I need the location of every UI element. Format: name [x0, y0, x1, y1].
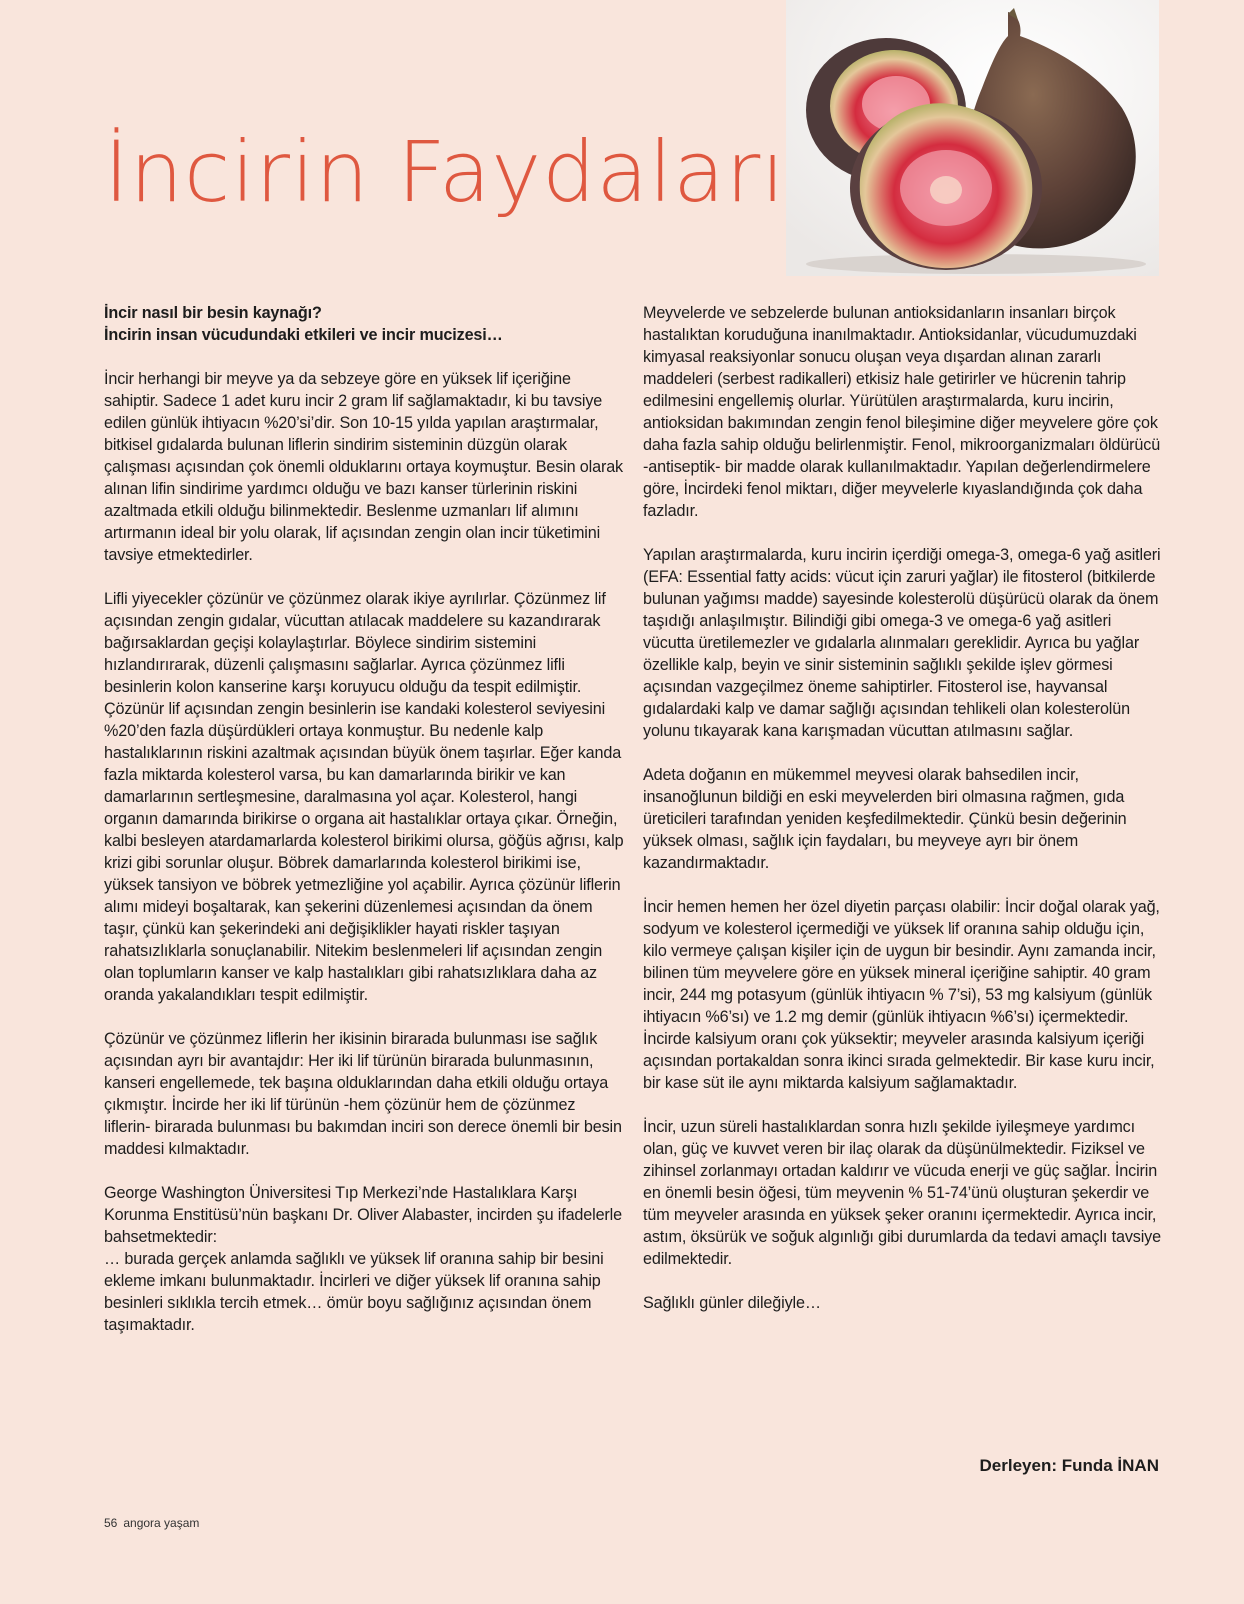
page-footer [104, 1516, 205, 1530]
quote-paragraph: … burada gerçek anlamda sağlıklı ve yüksek lif oranına sahip bir besini ekleme imkanı bulunmaktadır. İncirleri ve diğer yüksek lif oranına sahip besinleri sıklıkla tercih etmek… ömür boyu sağlığınız açısından önem taşımaktadır. [104, 1250, 604, 1334]
paragraph: Adeta doğanın en mükemmel meyvesi olarak bahsedilen incir, insanoğlunun bildiği en eski meyvelerden biri olmasına rağmen, gıda üreticileri tarafından yeniden keşfedilmektedir. Çünkü besin değerinin yüksek olması, sağlık için faydaları, bu meyveye ayrı bir önem kazandırmaktadır. [643, 766, 1127, 872]
paragraph: Yapılan araştırmalarda, kuru incirin içerdiği omega-3, omega-6 yağ asitleri (EFA: Essential fatty acids: vücut için zaruri yağlar) ile fitosterol (bitkilerde bulunan yağımsı madde) sayesinde kolesterolü düşürücü olarak da önem taşıdığı anlaşılmıştır. Bilindiği gibi omega-3 ve omega-6 yağ asitleri vücutta üretilemezler ve gıdalarla alınmaları gereklidir. Ayrıca bu yağlar özellikle kalp, beyin ve sinir sisteminin sağlıklı şekilde işlev görmesi açısından vazgeçilmez öneme sahiptirler. Fitosterol ise, hayvansal gıdalardaki kalp ve damar sağlığı açısından tehlikeli olan kolesterolün yolunu tıkayarak kana karışmadan vücuttan atılmasını sağlar. [643, 546, 1161, 740]
author-credit: Derleyen: Funda İNAN [979, 1456, 1159, 1475]
page-title: İncirin Faydaları [104, 123, 786, 221]
closing-line: Sağlıklı günler dileğiyle… [643, 1294, 821, 1312]
fig-illustration [786, 0, 1159, 276]
fig-photo [786, 0, 1159, 276]
paragraph: Çözünür ve çözünmez liflerin her ikisinin birarada bulunması ise sağlık açısından ayrı bir avantajdır: Her iki lif türünün birarada bulunmasının, kanseri engellemede, tek başına olduklarından daha etkili olduğu ortaya çıkmıştır. İncirde her iki lif türünün -hem çözünür hem de çözünmez liflerin- birarada bulunması bu bakımdan inciri son derece önemli bir besin maddesi kılmaktadır. [104, 1030, 622, 1158]
paragraph: İncir hemen hemen her özel diyetin parçası olabilir: İncir doğal olarak yağ, sodyum ve kolesterol içermediği ve yüksek lif oranına sahip olduğu için, kilo vermeye çalışan kişiler için de uygun bir besindir. Aynı zamanda incir, bilinen tüm meyvelere göre en yüksek mineral içeriğine sahiptir. 40 gram incir, 244 mg potasyum (günlük ihtiyacın % 7’si), 53 mg kalsiyum (günlük ihtiyacın %6’sı) ve 1.2 mg demir (günlük ihtiyacın %6’sı) içermektedir. İncirde kalsiyum oranı çok yüksektir; meyveler arasında kalsiyum içeriği açısından portakaldan sonra ikinci sırada gelmektedir. Bir kase kuru incir, bir kase süt ile aynı miktarda kalsiyum sağlamaktadır. [643, 898, 1160, 1092]
paragraph: Meyvelerde ve sebzelerde bulunan antioksidanların insanları birçok hastalıktan koruduğuna inanılmaktadır. Antioksidanlar, vücudumuzdaki kimyasal reaksiyonlar sonucu oluşan veya dışardan alınan zararlı maddeleri (serbest radikalleri) etkisiz hale getirirler ve hücrenin tahrip edilmesini engellemiş olurlar. Yürütülen araştırmalarda, kuru incirin, antioksidan bakımından zengin fenol bileşimine diğer meyvelere göre çok daha fazla sahip olduğu belirlenmiştir. Fenol, mikroorganizmaları öldürücü -antiseptik- bir madde olarak kullanılmaktadır. Yapılan değerlendirmelere göre, İncirdeki fenol miktarı, diğer meyvelerle kıyaslandığında çok daha fazladır. [643, 304, 1161, 520]
page-number: 56 [104, 1516, 118, 1530]
right-column [643, 302, 1163, 1336]
magazine-name: angora yaşam [123, 1516, 200, 1530]
subheading [104, 302, 624, 346]
subheading-line-2: İncirin insan vücudundaki etkileri ve incir mucizesi… [104, 326, 503, 344]
paragraph: İncir herhangi bir meyve ya da sebzeye göre en yüksek lif içeriğine sahiptir. Sadece 1 adet kuru incir 2 gram lif sağlamaktadır, ki bu tavsiye edilen günlük ihtiyacın %20’si’dir. Son 10-15 yılda yapılan araştırmalar, bitkisel gıdalarda bulunan liflerin sindirim sisteminin düzgün olarak çalışması açısından çok önemli olduklarını ortaya koymuştur. Besin olarak alınan lifin sindirime yardımcı olduğu ve bazı kanser türlerinin riskini azaltmada etkili olduğu bilinmektedir. Beslenme uzmanları lif alımını artırmanın ideal bir yolu olarak, lif açısından zengin olan incir tüketimini tavsiye etmektedirler. [104, 370, 623, 564]
paragraph: George Washington Üniversitesi Tıp Merkezi’nde Hastalıklara Karşı Korunma Enstitüsü’nün başkanı Dr. Oliver Alabaster, incirden şu ifadelerle bahsetmektedir: [104, 1184, 622, 1246]
paragraph: Lifli yiyecekler çözünür ve çözünmez olarak ikiye ayrılırlar. Çözünmez lif açısından zengin gıdalar, vücuttan atılacak maddelere su kazandırarak bağırsaklardan geçişi kolaylaştırlar. Böylece sindirim sistemini hızlandırırarak, düzenli çalışmasını sağlarlar. Ayrıca çözünmez lifli besinlerin kolon kanserine karşı koruyucu olduğu da tespit edilmiştir. Çözünür lif açısından zengin besinlerin ise kandaki kolesterol seviyesini %20’den fazla düşürdükleri ortaya konmuştur. Bu nedenle kalp hastalıklarının riskini azaltmak açısından büyük önem taşırlar. Eğer kanda fazla miktarda kolesterol varsa, bu kan damarlarında birikir ve kan damarlarının sertleşmesine, daralmasına yol açar. Kolesterol, hangi organın damarında birikirse o organa ait hastalıklar ortaya çıkar. Örneğin, kalbi besleyen atardamarlarda kolesterol birikimi olursa, göğüs ağrısı, kalp krizi gibi sorunlar oluşur. Böbrek damarlarında kolesterol birikimi ise, yüksek tansiyon ve böbrek yetmezliğine yol açabilir. Ayrıca çözünür liflerin alımı mideyi boşaltarak, kan şekerini düzenlemesi açısından da önem taşır, çünkü kan şekerindeki ani değişiklikler hayati riskler taşıyan rahatsızlıklarla sonuçlanabilir. Nitekim beslenmeleri lif açısından zengin olan toplumların kanser ve kalp hastalıkları gibi rahatsızlıklara daha az oranda yakalandıkları tespit edilmiştir. [104, 590, 624, 1004]
paragraph: İncir, uzun süreli hastalıklardan sonra hızlı şekilde iyileşmeye yardımcı olan, güç ve kuvvet veren bir ilaç olarak da düşünülmektedir. Fiziksel ve zihinsel zorlanmayı ortadan kaldırır ve vücuda enerji ve güç sağlar. İncirin en önemli besin öğesi, tüm meyvenin % 51-74’ünü oluşturan şekerdir ve tüm meyveler arasında en yüksek şeker oranını içermektedir. Ayrıca incir, astım, öksürük ve soğuk algınlığı gibi durumlarda da tedavi amaçlı tavsiye edilmektedir. [643, 1118, 1161, 1268]
left-column [104, 302, 624, 1358]
subheading-line-1: İncir nasıl bir besin kaynağı? [104, 304, 322, 322]
